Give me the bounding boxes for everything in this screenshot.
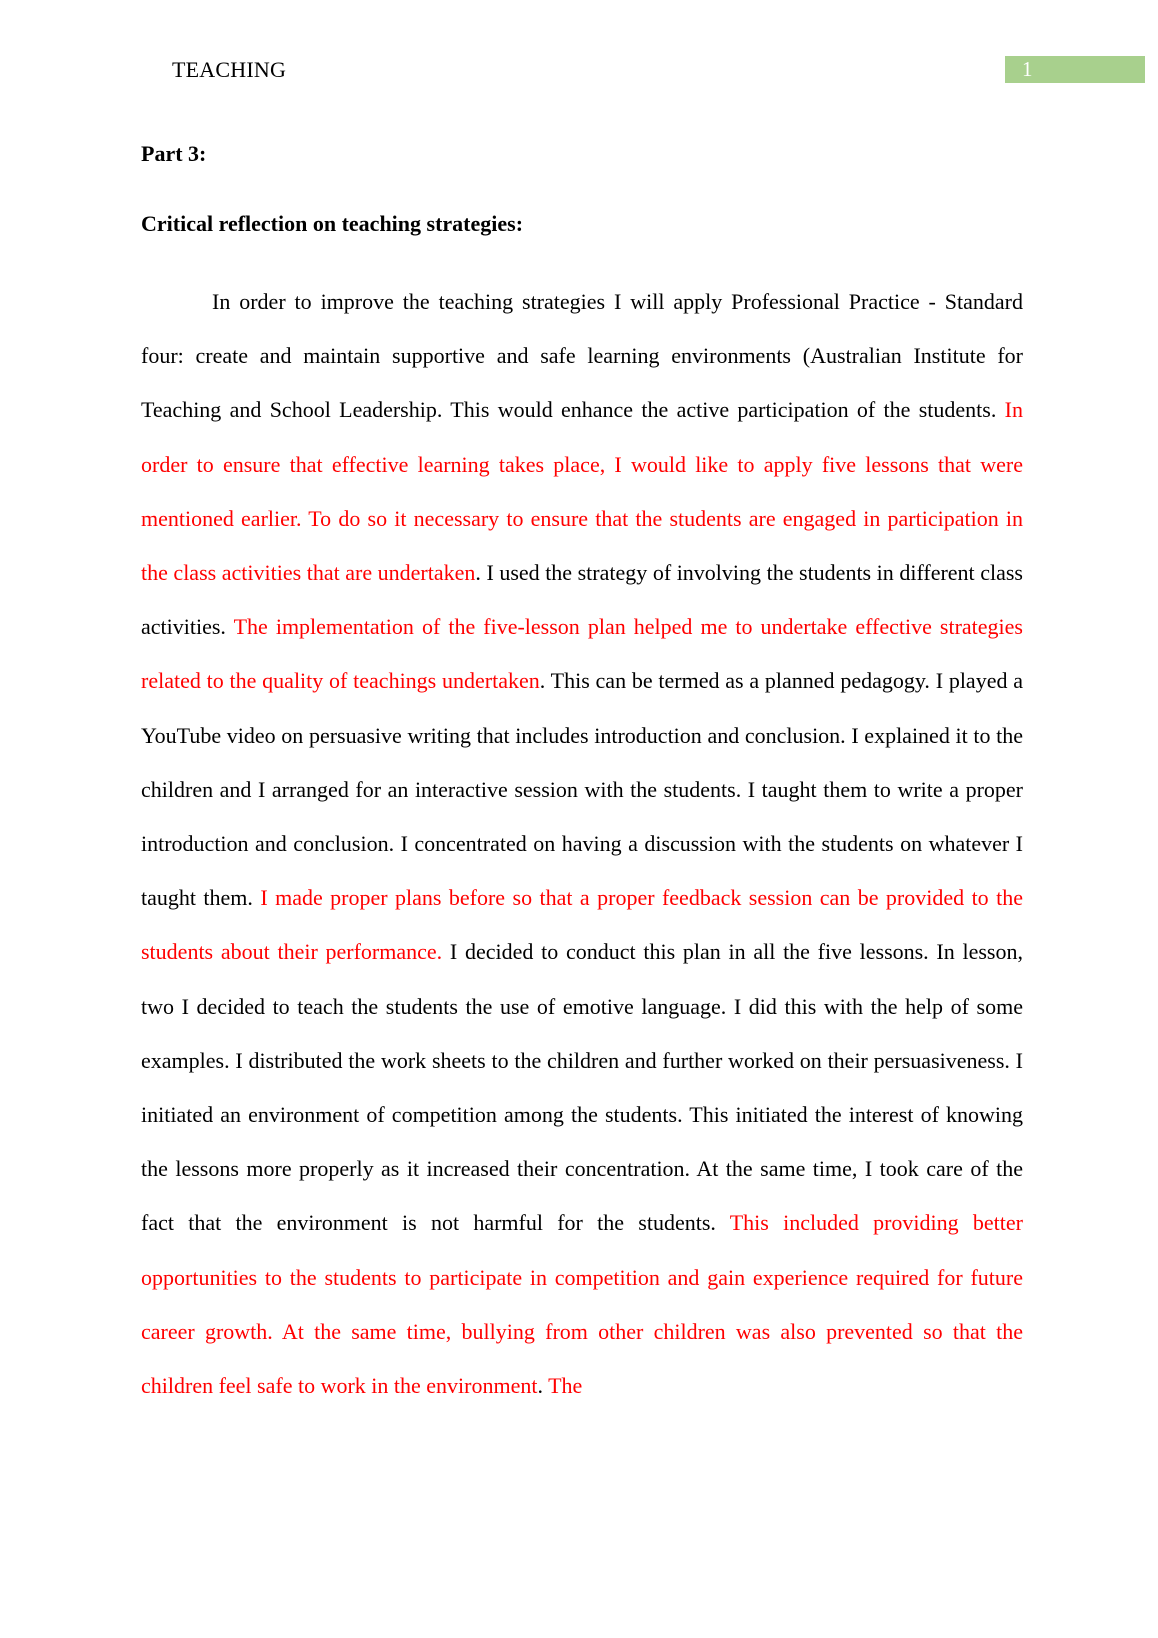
body-paragraph (141, 275, 1023, 1413)
text-segment: In order to improve the teaching strategies I will apply Professional Practice - Standard four: create and maintain supportive and safe learning environments (Australian Institute for Teaching and School Leadership. This would enhance the active participation of the students. (141, 289, 1023, 423)
highlighted-text-segment: In order to ensure that effective learning takes place, I would like to apply five lessons that were mentioned earlier. To do so it necessary to ensure that the students are engaged in participation in the class activities that are undertaken (141, 397, 1023, 586)
highlighted-text-segment: This included providing better opportunities to the students to participate in competition and gain experience required for future career growth. At the same time, bullying from other children was also prevented so that the children feel safe to work in the environment (141, 1210, 1023, 1399)
text-segment: I decided to conduct this plan in all the five lessons. In lesson, two I decided to teach the students the use of emotive language. I did this with the help of some examples. I distributed the work sheets to the children and further worked on their persuasiveness. I initiated an environment of competition among the students. This initiated the interest of knowing the lessons more properly as it increased their concentration. At the same time, I took care of the fact that the environment is not harmful for the students. (141, 939, 1023, 1236)
part-heading: Part 3: (141, 141, 207, 166)
text-segment: . I used the strategy of involving the students in different class activities. (141, 560, 1023, 640)
text-segment: . This can be termed as a planned pedagogy. I played a YouTube video on persuasive writing that includes introduction and conclusion. I explained it to the children and I arranged for an interactive session with the students. I taught them to write a proper introduction and conclusion. I concentrated on having a discussion with the students on whatever I taught them. (141, 668, 1024, 911)
highlighted-text-segment: The (548, 1373, 583, 1399)
page-number: 1 (1022, 57, 1033, 81)
highlighted-text-segment: The implementation of the five-lesson plan helped me to undertake effective strategies related to the quality of teachings undertaken (141, 614, 1023, 694)
highlighted-text-segment: I made proper plans before so that a proper feedback session can be provided to the students about their performance. (141, 885, 1023, 965)
text-segment: . (537, 1373, 549, 1399)
running-header-title: TEACHING (172, 57, 287, 82)
section-heading: Critical reflection on teaching strategies: (141, 211, 524, 236)
page-number-badge (1005, 56, 1145, 83)
